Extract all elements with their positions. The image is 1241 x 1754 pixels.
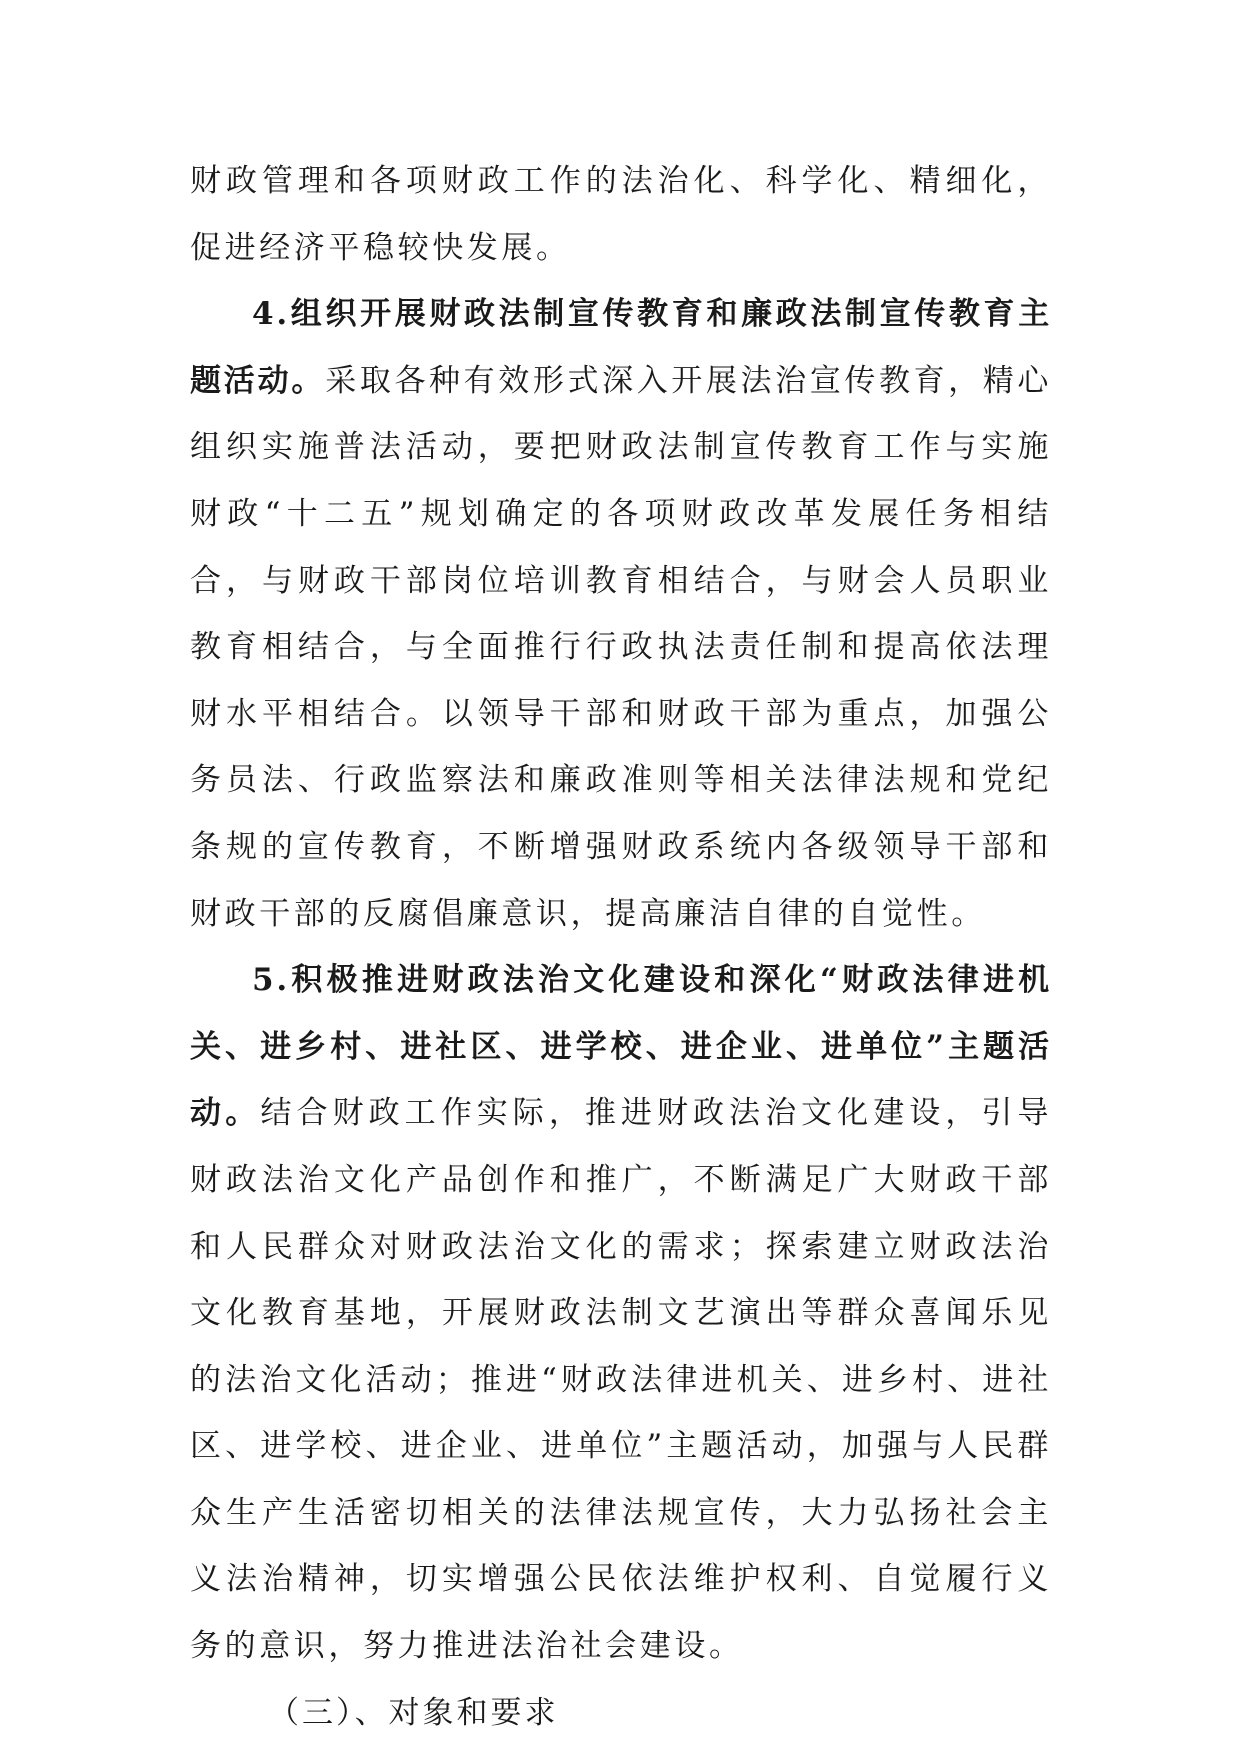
item-5-title: 5.积极推进财政法治文化建设和深化“财政法律进机关、进乡村、进社区、进学校、进企业、进单位”主题活动。 [190, 962, 1052, 1132]
item-4-title: 4.组织开展财政法制宣传教育和廉政法制宣传教育主题活动。 [190, 296, 1052, 399]
document-body [190, 148, 1052, 1746]
item-5-text: 结合财政工作实际，推进财政法治文化建设，引导财政法治文化产品创作和推广，不断满足广大财政干部和人民群众对财政法治文化的需求；探索建立财政法治文化教育基地，开展财政法制文艺演出等群众喜闻乐见的法治文化活动；推进“财政法律进机关、进乡村、进社区、进学校、进企业、进单位”主题活动，加强与人民群众生产生活密切相关的法律法规宣传，大力弘扬社会主义法治精神，切实增强公民依法维护权利、自觉履行义务的意识，努力推进法治社会建设。 [190, 1095, 1052, 1665]
paragraph-continuation [190, 148, 1052, 281]
item-4-text: 采取各种有效形式深入开展法治宣传教育，精心组织实施普法活动，要把财政法制宣传教育工作与实施财政“十二五”规划确定的各项财政改革发展任务相结合，与财政干部岗位培训教育相结合，与财会人员职业教育相结合，与全面推行行政执法责任制和提高依法理财水平相结合。以领导干部和财政干部为重点，加强公务员法、行政监察法和廉政准则等相关法律法规和党纪条规的宣传教育，不断增强财政系统内各级领导干部和财政干部的反腐倡廉意识，提高廉洁自律的自觉性。 [190, 362, 1052, 932]
paragraph-text: 财政管理和各项财政工作的法治化、科学化、精细化，促进经济平稳较快发展。 [190, 163, 1052, 266]
paragraph-item-5 [190, 947, 1052, 1680]
section-heading: （三）、对象和要求 [268, 1694, 559, 1731]
paragraph-item-4 [190, 281, 1052, 947]
